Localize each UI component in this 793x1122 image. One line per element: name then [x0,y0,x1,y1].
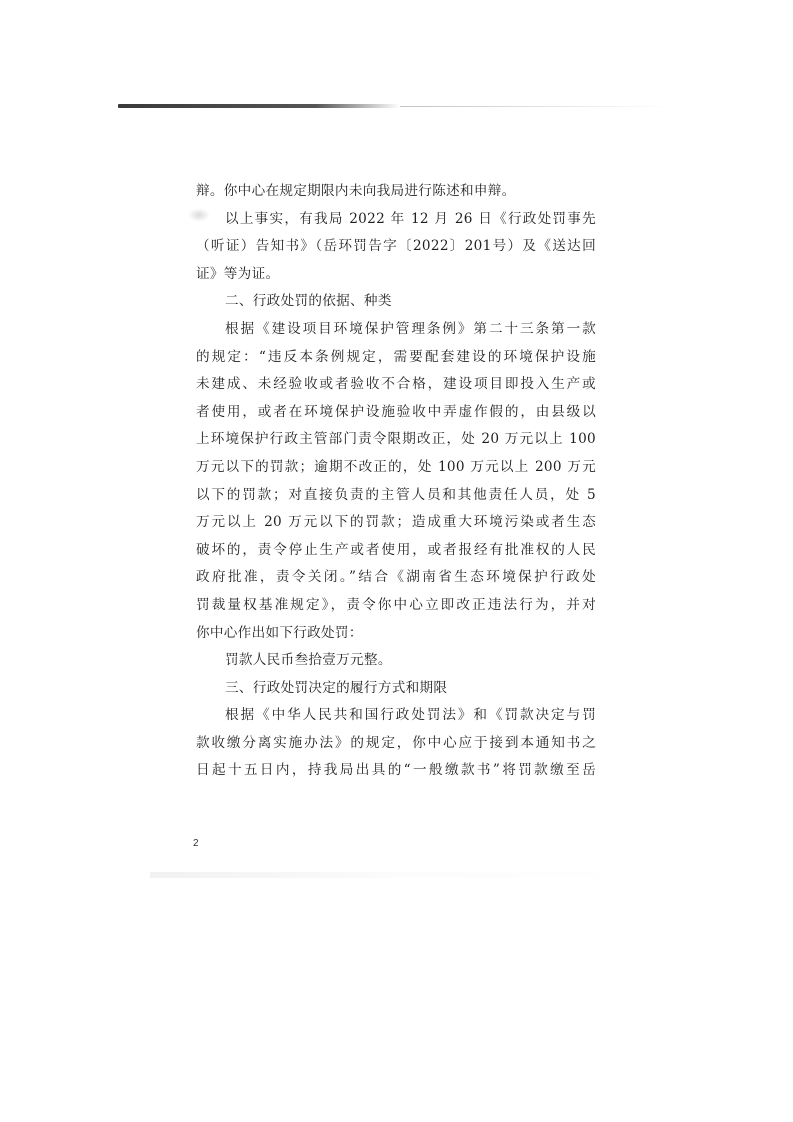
paragraph-line: 破坏的，责令停止生产或者使用，或者报经有批准权的人民 [196,541,596,558]
scan-edge-shadow [118,104,400,108]
paragraph-line: 你中心作出如下行政处罚： [196,624,363,641]
scan-bottom-noise [150,872,630,878]
paragraph-line: 根据《中华人民共和国行政处罚法》和《罚款决定与罚 [225,707,596,724]
paragraph-line: 罚裁量权基准规定》，责令你中心立即改正违法行为，并对 [196,596,596,613]
paragraph-line: 以上事实，有我局 2022 年 12 月 26 日《行政处罚事先 [225,210,596,227]
penalty-amount-line: 罚款人民币叁拾壹万元整。 [225,652,392,669]
paragraph-line: 万元以下的罚款；逾期不改正的，处 100 万元以上 200 万元 [196,458,596,475]
paragraph-line: 未建成、未经验收或者验收不合格，建设项目即投入生产或 [196,376,596,393]
page-number: 2 [193,838,199,849]
paragraph-line: 日起十五日内，持我局出具的“一般缴款书”将罚款缴至岳 [196,762,596,779]
section-heading: 二、行政处罚的依据、种类 [225,293,392,310]
paragraph-line: 以下的罚款；对直接负责的主管人员和其他责任人员，处 5 [196,486,596,503]
scan-edge-shadow-faint [400,106,670,107]
paragraph-line: 根据《建设项目环境保护管理条例》第二十三条第一款 [225,320,596,337]
paragraph-line: 万元以上 20 万元以下的罚款；造成重大环境污染或者生态 [196,514,596,531]
section-heading: 三、行政处罚决定的履行方式和期限 [225,679,448,696]
paragraph-line: 上环境保护行政主管部门责令限期改正，处 20 万元以上 100 [196,431,596,448]
paragraph-line: 者使用，或者在环境保护设施验收中弄虚作假的，由县级以 [196,403,596,420]
paragraph-line: 辩。你中心在规定期限内未向我局进行陈述和申辩。 [196,183,516,199]
paragraph-line: 款收缴分离实施办法》的规定，你中心应于接到本通知书之 [196,734,596,751]
document-body [196,178,596,785]
paragraph-line: （听证）告知书》（岳环罚告字〔2022〕201号）及《送达回 [196,238,596,255]
paragraph-line: 的规定：“违反本条例规定，需要配套建设的环境保护设施 [196,348,596,365]
paragraph-line: 证》等为证。 [196,265,280,282]
paragraph-line: 政府批准，责令关闭。”结合《湖南省生态环境保护行政处 [196,569,596,586]
